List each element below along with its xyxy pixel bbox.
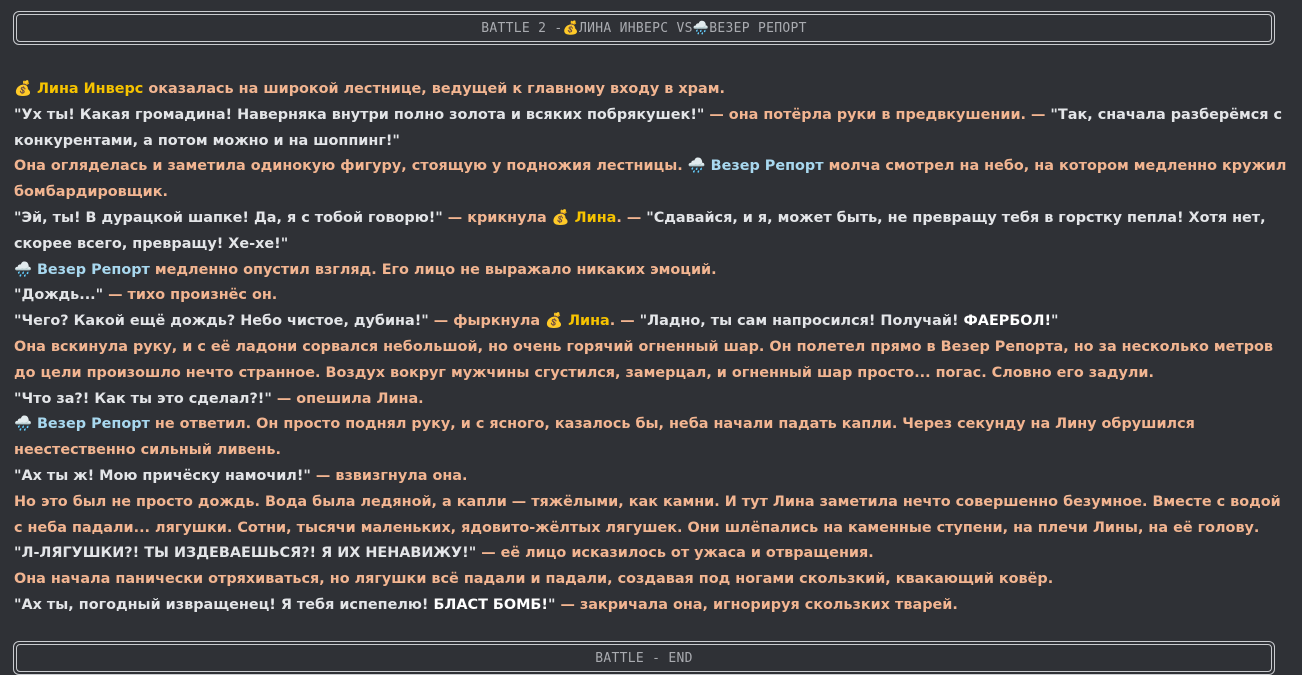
story-line [14, 335, 1290, 387]
narration-text: — её лицо исказилось от ужаса и отвращения. [476, 545, 874, 562]
narration-text: — тихо произнёс он. [103, 287, 278, 304]
rain-cloud-icon: 🌧️ [14, 416, 32, 433]
rain-cloud-icon: 🌧️ [692, 20, 710, 36]
dialogue-text: "Ах ты, погодный извращенец! Я тебя испепелю! [14, 596, 434, 613]
dialogue-text: "Ух ты! Какая громадина! Наверняка внутри полно золота и всяких побрякушек!" [14, 106, 705, 123]
narration-text: Она огляделась и заметила одинокую фигуру, стоящую у подножия лестницы. [14, 158, 688, 175]
dialogue-text: "Ах ты ж! Мою причёску намочил!" [14, 467, 311, 484]
dialogue-text: " [1051, 313, 1059, 330]
dialogue-text: "Эй, ты! В дурацкой шапке! Да, я с тобой говорю!" [14, 209, 443, 226]
header-weather-name: ВЕЗЕР РЕПОРТ [709, 20, 807, 36]
narration-text: — взвизгнула она. [310, 467, 468, 484]
narration-text: — опешила Лина. [271, 390, 424, 407]
money-bag-icon: 💰 [545, 313, 564, 330]
story-line [14, 258, 1290, 284]
story-line [14, 567, 1290, 593]
battle-header-banner [13, 11, 1275, 45]
dialogue-text: "Дождь..." [14, 287, 104, 304]
spell-name: БЛАСТ БОМБ! [433, 596, 548, 613]
narration-text: . — [609, 313, 640, 330]
narration-text: — фыркнула [428, 313, 546, 330]
story-line [14, 103, 1290, 155]
battle-footer-title: BATTLE - END [16, 644, 1272, 672]
header-prefix: BATTLE 2 - [481, 20, 563, 36]
narration-text: — крикнула [442, 209, 552, 226]
story-line [14, 593, 1290, 619]
spell-name: ФАЕРБОЛ! [963, 313, 1052, 330]
story-line [14, 490, 1290, 542]
money-bag-icon: 💰 [551, 209, 570, 226]
character-name-lina: Лина Инверс [36, 81, 144, 97]
battle-footer-banner [13, 641, 1275, 675]
money-bag-icon: 💰 [562, 20, 579, 36]
character-name-weather: Везер Репорт [36, 261, 150, 278]
dialogue-text: "Так, сначала разберёмся с конкурентами, а потом можно и на шоппинг!" [14, 106, 1283, 149]
narration-text: — она потёрла руки в предвкушении. — [704, 106, 1051, 123]
story-line [14, 206, 1290, 258]
battle-story [14, 77, 1290, 619]
narration-text: Но это был не просто дождь. Вода была ледяной, а капли — тяжёлыми, как камни. И тут Лина заметила нечто совершенно безумное. Вместе с водой с неба падали... лягушки. Сотни, тысячи маленьких, ядовито-жёлтых лягушек. Они шлёпались на каменные ступени, на плечи Лины, на её голову. [14, 493, 1281, 536]
rain-cloud-icon: 🌧️ [687, 158, 706, 175]
narration-text: молча смотрел на небо, на котором медленно кружил бомбардировщик. [14, 158, 1287, 201]
narration-text: Она начала панически отряхиваться, но лягушки всё падали и падали, создавая под ногами скользкий, квакающий ковёр. [14, 571, 1054, 588]
story-line [14, 283, 1290, 309]
dialogue-text: "Л-ЛЯГУШКИ?! ТЫ ИЗДЕВАЕШЬСЯ?! Я ИХ НЕНАВИЖУ!" [14, 545, 477, 562]
narration-text: Она вскинула руку, и с её ладони сорвался небольшой, но очень горячий огненный шар. Он полетел прямо в Везер Репорта, но за несколько метров до цели произошло нечто странное. Воздух вокруг мужчины сгустился, замерцал, и огненный шар просто... погас. Словно его задули. [14, 338, 1274, 381]
dialogue-text: " [547, 596, 556, 613]
narration-text: — закричала она, игнорируя скользких тварей. [555, 596, 958, 613]
character-name-lina: Лина [568, 313, 610, 330]
rain-cloud-icon: 🌧️ [14, 261, 32, 278]
money-bag-icon: 💰 [14, 81, 32, 97]
story-line [14, 309, 1290, 335]
dialogue-text: "Что за?! Как ты это сделал?!" [14, 390, 272, 407]
dialogue-text: "Ладно, ты сам напросился! Получай! [639, 313, 964, 330]
battle-header-title [16, 14, 1272, 42]
character-name-lina: Лина [574, 209, 617, 226]
story-line [14, 77, 1290, 103]
character-name-weather: Везер Репорт [710, 158, 824, 175]
dialogue-text: "Сдавайся, и я, может быть, не превращу тебя в горстку пепла! Хотя нет, скорее всего, превращу! Хе-хе!" [14, 209, 1266, 252]
character-name-weather: Везер Репорт [36, 416, 150, 433]
story-line [14, 387, 1290, 413]
header-lina-name: ЛИНА ИНВЕРС VS [578, 20, 693, 36]
narration-text: медленно опустил взгляд. Его лицо не выражало никаких эмоций. [149, 261, 717, 278]
story-line [14, 154, 1290, 206]
narration-text: оказалась на широкой лестнице, ведущей к главному входу в храм. [143, 81, 725, 97]
narration-text: . — [616, 209, 647, 226]
narration-text: не ответил. Он просто поднял руку, и с ясного, казалось бы, неба начали падать капли. Через секунду на Лину обрушился неестественно сильный ливень. [14, 416, 1195, 459]
story-line [14, 464, 1290, 490]
story-line [14, 541, 1290, 567]
dialogue-text: "Чего? Какой ещё дождь? Небо чистое, дубина!" [14, 313, 429, 330]
story-line [14, 412, 1290, 464]
